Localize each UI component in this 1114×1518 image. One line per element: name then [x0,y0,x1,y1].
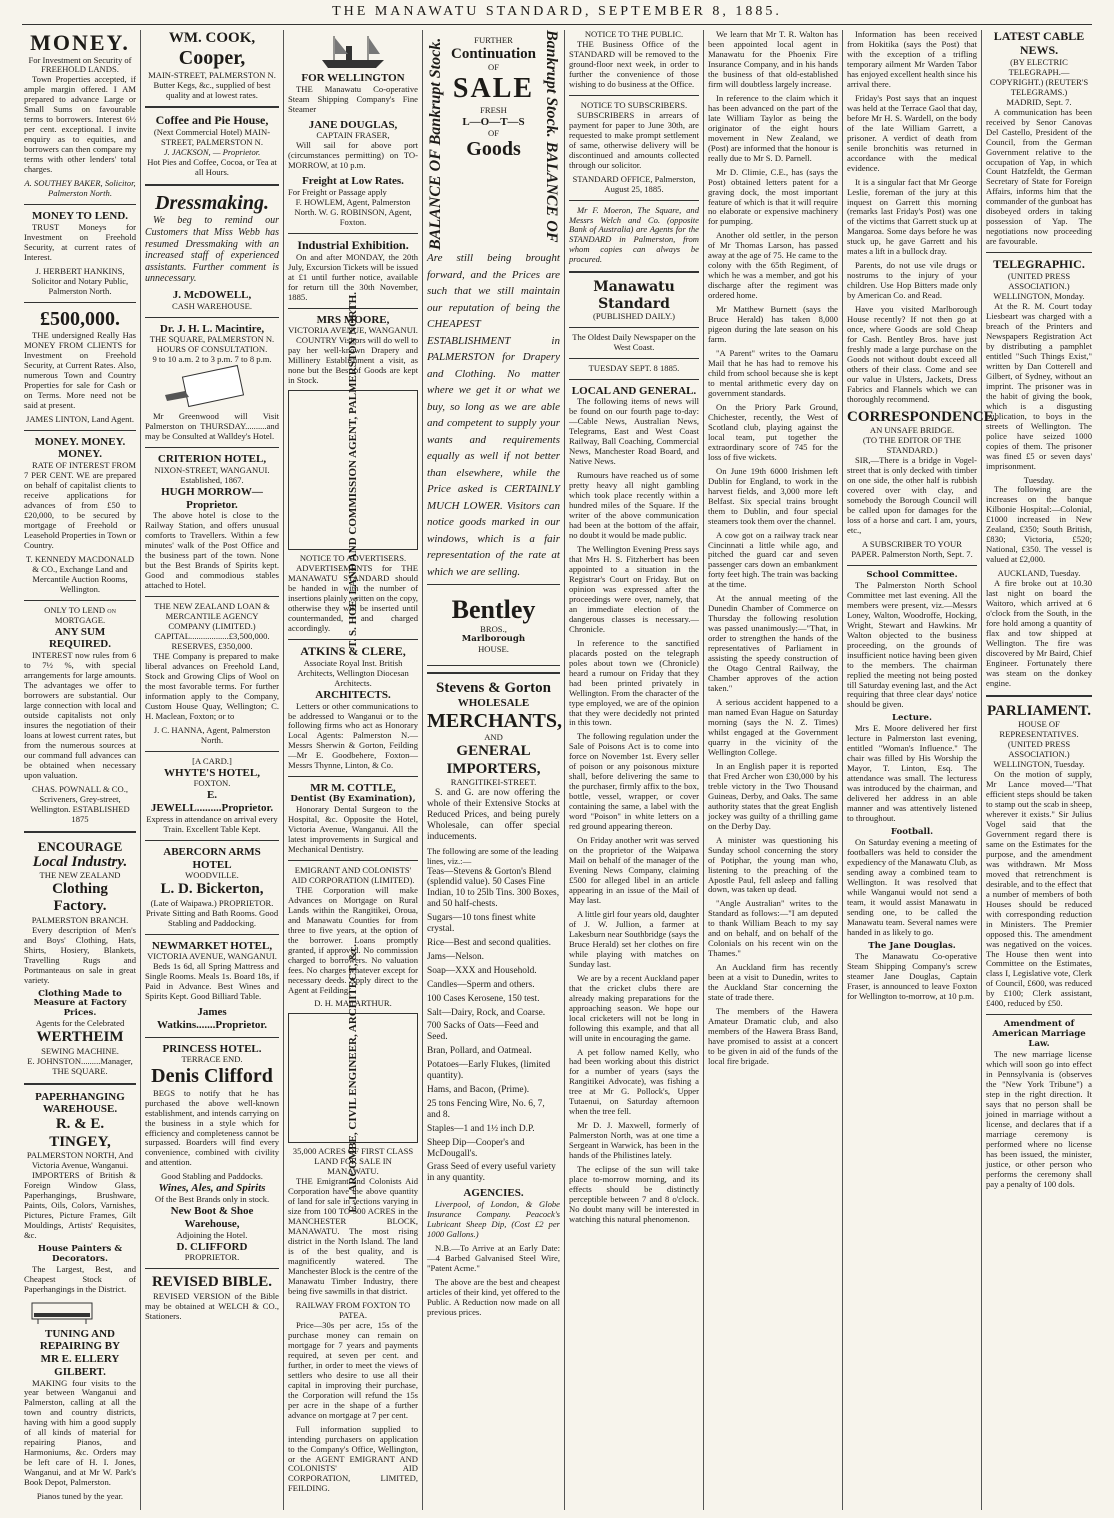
local-news-paragraphs [569,397,699,1225]
coffee-heading: Coffee and Pie House, [155,113,269,128]
jane-heading: JANE DOUGLAS, [308,118,398,131]
american-text: The new marriage license which will soon go into effect in Pennsylvania is (observes the "New York Tribune") a step in the right direction. It says that no person shall be joined in marriage without a license, and declares that if a marriage ceremony is performed where no license has been issued, the minister, justice, or other person who performs the ceremony shall pay a penalty of 100 dols. [986,1049,1092,1189]
house-text: HOUSE. [478,644,509,655]
marlborough-heading: Marlborough [461,634,526,645]
railway-heading: RAILWAY FROM FOXTON TO PATEA. [295,1299,411,1320]
news-paragraph: A pet follow named Kelly, who had been working about this district for a number of years (says the Rangitikei Advocate), was fishing a tree at Mr G. Pollock's, Upper Tutaenui, on Saturday afternoon when the tree fell. [569,1046,699,1117]
column-divider [140,30,141,1510]
rule [569,95,699,96]
acres-text: THE Emigrant and Colonists Aid Corporation have the above quantity of land for sale in sections varying in size from 100 TO 500 ACRES in the MANCHESTER BLOCK, MANAWATU. The most rising district in the North Island. The land is of the best quality, and is magnificently watered. The Manchester Block is the centre of the Manawatu Timber Industry, there being five sawmills in that district. [288,1176,418,1296]
issue-date: TUESDAY SEPT. 8 1885. [588,362,680,373]
sale-block [427,30,560,250]
bible-text: REVISED VERSION of the Bible may be obtained at WELCH & CO., Stationers. [145,1290,279,1321]
cottle-heading: MR M. COTTLE, [310,782,396,795]
clothing-factory-heading: Clothing Factory. [52,880,108,915]
news-paragraph: "Angle Australian" writes to the Standard as follows:—"I am deputed to thank William Beach to my say and on behalf, and on behalf of the Colonials on his recent win on the Thames." [708,898,838,959]
news-paragraph: It is a singular fact that Mr George Leslie, foreman of the jury at this inquest on Garrett this morning (remarks last Friday's Post) was one of the victims that Garrett stuck up at Mangaroa. Some days before he was stuck up, he gave Garrett and his mates a lift in a bullock dray. [847,176,977,257]
list-item: Bran, Pollard, and Oatmeal. [427,1046,532,1057]
madrid-text: A communication has been received by Senor Canovas Del Castello, President of the Council, from the German Government relative to the occupation of Yap, in which Count Hatzfeldt, the German Secretary of State for Foreign Affairs, informs him that the commander of the gunboat has disobeyed orders in taking possession of Yap. The negotiations now proceeding are favourable. [986,106,1092,247]
rule [847,565,977,566]
rule [24,430,136,431]
column-divider [564,30,565,1510]
tuning-heading: TUNING AND REPAIRING BY [39,1327,121,1353]
rule [569,379,699,380]
general-heading: GENERAL IMPORTERS, [446,743,541,777]
agents-text: Agents for the Celebrated [35,1018,125,1029]
captain-text: CAPTAIN FRASER, [316,130,390,141]
news-paragraph: Parents, do not use vile drugs or nostrums to the injury of your children. Use Hop Bitters made only by American Co. and Read. [847,260,977,301]
wertheim-heading: WERTHEIM [36,1029,124,1046]
agent-bottom-text: Full information supplied to intending purchasers on application to the Company's Office, Wellington, or the AGENT EMIGRANT AND COLONISTS' AID CORPORATION, LIMITED, FEILDING. [288,1423,418,1494]
stabling-text: Good Stabling and Paddocks. [161,1171,263,1182]
freight-text: For Freight or Passage apply [288,187,387,198]
news-paragraph: The following items of news will be found on our fourth page to-day:—Cable News, Australian News, Telegrams, East and West Coast Railway, Ball Coaching, Commercial News, Manchester Road Board, and Native News. [569,396,699,467]
rule [569,358,699,359]
lend-text: TRUST Moneys for Investment on Freehold Security, at current rates of Interest. [24,221,136,262]
whyte-heading: WHYTE'S HOTEL, [164,766,260,779]
sale-text: Are still being brought forward, and the Prices are such that we still maintain our reputation of being the CHEAPEST ESTABLISHMENT in PALMERSTON for Drapery and Clothing. No matter where we get it or what we buy, so long as we are able and competent to supply your wants and requirements equally as well if not better than elsewhere, while the Price asked is CERTAINLY MUCH LOWER. Visitors can notice goods marked in our windows, which is a fair representation of the rate at which we are selling. [427,252,560,578]
masthead-rule [22,24,1092,25]
mortgage-heading: ONLY TO LEND on MORTGAGE. [44,604,116,625]
news-paragraph: Rumours have reached us of some pretty heavy all night gambling which took place recently within a hundred miles of the Square. If the writer of the above communication had been at the bottom of the affair, no doubt it would be made public. [569,470,699,541]
jackson-heading: J. JACKSON, — Proprietor. [163,147,261,158]
merchants-heading: MERCHANTS, [427,710,563,733]
rule [569,271,699,273]
exhibition-text: On and after MONDAY, the 20th July, Excursion Tickets will be issued at £1 until further notice, available for return till the 30th November, 1885. [288,251,418,302]
shipping-agents: F. HOWLEM, Agent, Palmerston North. W. G. ROBINSON, Agent, Foxton. [294,197,412,227]
branch-text: Every description of Men's and Boys' Clothing, Hats, Shirts, Hosiery, Blankets, Travelling Rugs and Portmanteaus on sale in great variety. [24,924,136,985]
tingey-address: PALMERSTON NORTH, And Victoria Avenue, Wanganui. [26,1149,134,1170]
news-paragraph: We are by a recent Auckland paper that the cricket clubs there are already making preparations for the approaching season. We hope our local cricketers will not be long in following this example, and that all will unite in encouraging the game. [569,972,699,1043]
woodville-heading: WOODVILLE. [185,870,239,881]
madrid-dateline: MADRID, Sept. 7. [1006,96,1072,107]
moore-text: COUNTRY Visitors will do well to pay her well-known Drapery and Millinery Establishment a visit, as none but the Best of Goods are kept in Stock. [288,335,418,386]
boot-subheading: Adjoining the Hotel. [176,1229,248,1240]
card-text: Mr Greenwood will Visit Palmerston on THURSDAY..........and may be Consulted at Walldey's Hotel. [145,411,279,442]
oldest-text: The Oldest Daily Newspaper on the West Coast. [572,331,696,352]
telegraphic-text-3: A fire broke out at 10.30 last night on board the Waitoro, which arrived at 6 o'clock from the South, in the fore hold among a quantity of flax and tow shipped at Wellington. The fire was discovered by Mr Baird, Chief Engineer. Fortunately there was steam on the donkey engine. [986,578,1092,688]
rule [569,200,699,201]
capital-text: CAPITAL..................£3,500,000. RESERVES, £350,000. [154,631,270,652]
newmarket-heading: NEWMARKET HOTEL, [151,939,273,952]
list-intro: The following are some of the leading lines, viz.:— [427,845,559,866]
lecture-text: Mrs E. Moore delivered her first lecture in Palmerston last evening, entitled "Woman's Influence." The chair was filled by His Worship the Mayor, T. Linton, Esq. The attendance was small. The lecturess was introduced by the chairman, and delivered her address in an able manner and was attentively listened to throughout. [847,723,977,824]
foxton-heading: FOXTON. [193,778,231,789]
news-paragraphs [708,30,838,1067]
tingey-text: IMPORTERS of British & Foreign Window Glass, Paperhangings, Brushware, Paints, Oils, Colors, Varnishes, Pictures, Picture Frames, Gilt Mouldings, Artists' Requisites, &c. [24,1169,136,1240]
bickerton-text: Private Sitting and Bath Rooms. Good Stabling and Paddocking. [145,907,279,928]
measure-heading: Clothing Made to Measure at Factory Prices. [33,988,127,1019]
card-heading: [A CARD.] [192,755,232,766]
cable-subheading: (BY ELECTRIC TELEGRAPH.—COPYRIGHT.) (REUTER'S TELEGRAMS.) [989,56,1089,97]
of-text: OF [488,62,499,73]
bridge-heading: AN UNSAFE BRIDGE. [869,425,955,436]
closing-text: The above are the best and cheapest articles of their kind, yet offered to the Public. A Reduction now made on all previous prices. [427,1276,560,1317]
rule [145,751,279,752]
wellington-heading: FOR WELLINGTON [301,72,405,84]
stevens-heading: Stevens & Gorton [436,680,551,697]
rule [145,106,279,108]
hanna-signature: J. C. HANNA, Agent, Palmerston North. [153,724,271,745]
news-paragraph: A minister was questioning his Sunday school concerning the story of Potiphar, the young man who, listening to the preaching of the Apostle Paul, fell asleep and falling down, was taken up dead. [708,834,838,895]
atkins-heading: ATKINS & CLERE, [300,643,406,658]
list-item: 700 Sacks of Oats—Feed and Seed. [427,1021,539,1043]
notice-subscribers-heading: NOTICE TO SUBSCRIBERS. [580,99,688,110]
published-text: (PUBLISHED DAILY.) [592,310,676,321]
lots-text: L—O—T—S [462,115,525,128]
ship-text: THE Manawatu Co-operative Steam Shipping Company's Fine Steamer [288,83,418,114]
moore-heading: MRS MOORE, [316,313,390,326]
macintire-heading: Dr. J. H. L. Macintire, [159,322,265,335]
rule [427,672,560,674]
telegraphic-text-2: The following are the increases on the banque Kilbonie Hospital:—Colonial, £1000 increased in New Zealand, £350; South British, £830; Victoria, £520; National, £350. The vessel is valued at £2,000. [986,484,1092,565]
wines-subheading: Of the Best Brands only in stock. [154,1194,270,1205]
bros-text: BROS., [480,624,507,635]
news-paragraph: On June 19th 6000 Irishmen left Dublin for England, to work in the harvest fields, and 3,000 more left Belfast. Six special trains brought them to Dublin, and four special steamers took them over the channel. [708,465,838,526]
paperhanging-heading: PAPERHANGING WAREHOUSE. [35,1090,125,1116]
column-divider [283,30,284,1510]
bickerton-subheading: (Late of Waipawa.) PROPRIETOR. [150,897,274,908]
clifford-text: BEGS to notify that he has purchased the above well-known establishment, and intends carrying on the business in a style which for efficiency and completeness cannot be surpassed. Boarders will find every convenience, combined with civility and attention. [145,1087,279,1168]
mcdowell-heading: J. McDOWELL, [172,288,252,301]
column-7 [847,29,998,1512]
of2-text: OF [488,127,499,138]
news-paragraph: Mr D. Climie, C.E., has (says the Post) obtained letters patent for a graving dock, the most important feature of which is that it will require no elaborate or expensive machinery for pumping. [708,166,838,227]
lecture-heading: Lecture. [892,713,932,724]
rule [986,1014,1092,1015]
money-money-text: RATE OF INTEREST FROM 7 PER CENT. WE are prepared on behalf of capitalist clients to receive applications for advances of from £50 to £20,000, to be secured by mortgage of Freehold or Leasehold Properties in Town or Country. [24,460,136,550]
exhibition-heading: Industrial Exhibition. [297,237,409,252]
parliament-heading: PARLIAMENT. [986,702,1092,719]
railway-text: Price—30s per acre, 15s of the purchase money can remain on mortgage for 7 years and payments required, at seven per cent. and further, in order to meet the views of settlers who desire to use all their capital in improving their purchase, the Corporation will refund the 15s per acre in the shape of a further advance on mortgage at 7 per cent. [288,1319,418,1420]
news-paragraph: A serious accident happened to a man named Evan Hague on Saturday morning (says the N. Z. Times) whilst engaged at the Government quarry in the vicinity of the Wellington College. [708,697,838,757]
news-paragraph: Mr Matthew Burnett (says the Bruce Herald) has taken 8,000 pigeon during the late season on his farm. [708,304,838,345]
decorators-text: The Largest, Best, and Cheapest Stock of Paperhangings in the District. [24,1263,136,1294]
bentley-heading: Bentley [451,595,536,624]
news-paragraph: Have you visited Marlborough House recently? If not then go at once, where Goods are sold Cheap for Cash. Bentley Bros. have just freshly made a large purchase on the Goods not without doubt exceed all others of their class. Come and see our value in Ulsters, Jackets, Dress Fabrics and Flannels which we can thoroughly recommend. [847,304,977,404]
sg-text: S. and G. are now offering the whole of their Extensive Stocks at Reduced Prices, and being purely Wholesale, can offer special inducements. [427,788,560,842]
news-paragraph: "A Parent" writes to the Oamaru Mail that he has had to remove his child from school because she is kept to mental arithmetic every day on government standards. [708,348,838,398]
further-text: FURTHER [474,35,513,45]
newmarket-text: Beds 1s 6d, all Spring Mattress and Single Rooms. Meals 1s. Board 18s, if Paid in Advance. Best Wines and Spirits Kept. Good Billiard Table. [145,961,279,1002]
news-paragraph: An Auckland firm has recently been at a visit to Dunedin, writes to the Auckland Star concerning the state of trade there. [708,962,838,1003]
paper-title: Manawatu Standard [593,279,675,312]
hoe-stamp-text: T. S. HOE, LAND AND COMMISSION AGENT, PALMERSTON NORTH. [346,292,359,649]
column-6 [708,30,838,1512]
advertisers-heading: NOTICE TO ADVERTISERS. [299,553,407,564]
news-paragraph: The members of the Hawera Amateur Dramatic club, and also members of the Hawera Brass Band, have promised to assist at a concert to be given in aid of the funds of the local fire brigade. [708,1006,838,1066]
column-2 [145,30,279,1512]
jane-douglas-text: The Manawatu Co-operative Steam Shipping Company's screw steamer Jane Douglas, Captain Fraser, is announced to leave Foxton for Wellington to-morrow, at 10 p.m. [847,950,977,1001]
list-item: Teas—Stevens & Gorton's Blend (splendid value). 50 Cases Fine Indian, 10 to 25lb Tins. 300 Boxes, and 50 half-chests. [427,866,560,910]
agencies-text: Liverpool, of London, & Globe Insurance Company. Peacock's Lubricant Sheep Dip, (Cost £2 per 1000 Gallons.) [427,1198,560,1239]
news-paragraph: In reference to the claim which it has been advanced on the part of the late William Taylor as being the originator of the eight hours movement in New Zealand, we (Post) are informed that the honour is really due to Mr S. D. Parnell. [708,92,838,163]
column-8 [986,30,1092,1512]
dressmaking-text: We beg to remind our Customers that Miss Webb has resumed Dressmaking with an increased staff of experienced assistants. Further comment is unnecessary. [145,215,279,285]
lend-signature: J. HERBERT HANKINS, Solicitor and Notary Public, Palmerston North. [31,265,129,296]
rule [986,252,1092,253]
coffee-subheading: (Next Commercial Hotel) MAIN-STREET, PALMERSTON N. [153,127,271,148]
item-list [427,867,560,1185]
rule [145,184,279,186]
dentist-heading: Dentist (By Examination), [290,794,416,805]
local-industry-heading: Local Industry. [32,853,128,870]
news-paragraph: In an English paper it is reported that Fred Archer won £30,000 by his treble victory in the Two Thousand Guineas, Derby, and Oaks. The same authority states that the great English jockey was guilty of a thrilling game on the Derby Day. [708,760,838,831]
piano-icon [24,1299,136,1325]
list-item: Grass Seed of every useful variety in any quantity. [427,1162,556,1184]
bankrupt-stock-right: Bankrupt Stock. BALANCE OF [543,30,560,243]
cooper-heading: Cooper, [178,47,246,70]
emigrant-text: THE Corporation will make Advances on Mortgage on Rural Lands within the Rangitikei, Oroua, and Manawatu Counties for from three to five years, at the option of the borrower. Loans promptly granted, if approved. No commission charged to borrowers. No valuation fees. No charges whatever except for necessary deeds. Apply direct to the Agent at Feilding, [288,884,418,995]
rule [288,776,418,777]
rule [24,600,136,601]
jewell-heading: E. JEWELL.........Proprietor. [150,789,274,815]
standard-office: STANDARD OFFICE, Palmerston, August 25, 1885. [572,173,696,194]
agencies-heading: AGENCIES. [463,1187,524,1200]
branch-heading: PALMERSTON BRANCH. [31,914,129,925]
rule [145,1037,279,1038]
moore-address: VICTORIA AVENUE, WANGANUI. [288,325,418,336]
whyte-text: Express in attendance on arrival every Train. Excellent Table Kept. [146,813,278,834]
cook-text: Butter Kegs, &c., supplied of best quality and at lowest rates. [153,79,271,100]
cottle-text: Honorary Dental Surgeon to the Hospital, &c. Opposite the Hotel, Victoria Avenue, Wanganui. All the latest improvements in Surgical and Mechanical Dentistry. [288,804,418,854]
atkins-subheading: Associate Royal Inst. British Architects, Wellington Diocesan Architects. [297,657,409,688]
morrow-heading: HUGH MORROW—Proprietor. [161,485,263,511]
list-item: Candles—Sperm and others. [427,979,535,990]
rule [145,317,279,318]
list-item: Sheep Dip—Cooper's and McDougall's. [427,1137,525,1159]
wines-heading: Wines, Ales, and Spirits [158,1182,266,1195]
rule [24,302,136,303]
advertisers-text: ADVERTISEMENTS for THE MANAWATU STANDARD should be handed in with the number of insertions plainly written on the copy, otherwise they will be inserted until countermanded, and charged accordingly. [288,563,418,633]
boot-heading: New Boot & Shoe Warehouse, [170,1205,254,1230]
acres-heading: 35,000 ACRES OF FIRST CLASS LAND FOR SALE IN MANAWATU. [292,1146,414,1177]
column-4 [427,30,563,1512]
architects-heading: ARCHITECTS. [315,688,391,701]
decorators-heading: House Painters & Decorators. [37,1243,123,1264]
cable-heading: LATEST CABLE NEWS. [993,29,1085,57]
telegraphic-subheading: (UNITED PRESS ASSOCIATION.) [1007,271,1071,292]
list-item: Soap—XXX and Household. [427,965,537,976]
local-general-heading: LOCAL AND GENERAL. [571,384,697,397]
list-item: Jams—Nelson. [427,951,485,962]
abercorn-heading: ABERCORN ARMS HOTEL [163,845,261,871]
list-item: Hams, and Bacon, (Prime). [427,1084,530,1095]
bickerton-heading: L. D. Bickerton, [160,881,264,898]
column-divider [422,30,423,1510]
bridge-to: (TO THE EDITOR OF THE STANDARD.) [862,435,962,456]
column-divider [842,30,843,1510]
gilbert-text: MAKING four visits to the year between Wanganui and Palmerston, calling at all the town and country districts, having with him a good supply of all kinds of material for repairing Pianos, and Harmoniums, &c. Orders may be left care of H. I. Jones, Wanganui, and at Mr W. Park's Book Depot, Palmerston. [24,1377,136,1488]
school-heading: School Committee. [866,569,958,580]
any-sum-text: INTEREST now rules from 6 to 7½ %, with special arrangements for large amounts. The advantages we offer to borrowers are substantial. Our large connection with local and outside capitalists not only insures the negotiation of their loans at lowest current rates, but from the numerous sources at our command full advances can be obtained when necessary upon valuation. [24,650,136,780]
rule [24,204,136,205]
any-sum-heading: ANY SUM REQUIRED. [48,625,112,651]
rule [986,695,1092,697]
watkins-heading: James Watkins.......Proprietor. [156,1006,267,1031]
bridge-text: SIR,—There is a bridge in Vogel-street that is only decked with timber on one side, the other half is rubbish covered over with clay, and somebody the Borough Council will be called upon for damages for the loss of a horse and cart. I am, yours, etc., [847,455,977,535]
telegraphic-heading: TELEGRAPHIC. [993,257,1085,272]
wholesale-heading: WHOLESALE [457,697,530,710]
terrace-heading: TERRACE END. [181,1054,243,1065]
dclifford-heading: D. CLIFFORD [176,1240,248,1253]
nz-heading: THE NEW ZEALAND [39,869,121,880]
princess-heading: PRINCESS HOTEL. [162,1042,262,1055]
bankrupt-stock-left: BALANCE OF Bankrupt Stock. [427,37,444,250]
list-item: 25 tons Fencing Wire, No. 6, 7, and 8. [427,1098,545,1120]
list-item: 100 Cases Kerosene, 150 test. [427,993,540,1004]
list-item: Sugars—10 tons finest white crystal. [427,913,536,935]
rule [145,934,279,935]
rule [288,860,418,861]
hand-card-icon [145,365,279,409]
sale-heading: SALE [452,73,535,105]
jane-douglas-heading: The Jane Douglas. [868,940,956,951]
continuation-text: Continuation [450,45,537,62]
hours-heading: HOURS OF CONSULTATION. [156,344,268,355]
coffee-text: Hot Pies and Coffee, Cocoa, or Tea at all Hours. [147,157,277,178]
parliament-text: On the motion of supply, Mr Lance moved—"That efficient steps should be taken to stamp out the scab in sheep, wherever it exists." Sir Julius Vogel said that the Government regard there is same on the Estimates for the purpose, and the amendment was withdrawn. Mr Moss moved that retrenchment is desirable, and to the effect that a number of members of both Houses should be reduced with corresponding reduction in Ministers. The Premier opposed this. The amendment was negatived on the voices. The House then went into Committee on the Estimates, class I, Legislative vote, Clerk of Council, £600, was reduced by £100; Clerk assistant, £400, reduced by £50. [986,769,1092,1009]
cook-heading: WM. COOK, [168,30,256,46]
sewing-heading: SEWING MACHINE. [41,1045,119,1056]
agents-note: Mr F. Moeron, The Square, and Messrs Welch and Co. (opposite Bank of Australia) are Agents for the STANDARD in Palmerston, from whom copies can always be procured. [569,204,699,265]
tuesday-dateline: Tuesday. [1023,474,1055,485]
and-text: AND [484,732,503,743]
rule [24,831,136,833]
dressmaking-heading: Dressmaking. [155,192,269,215]
bible-heading: REVISED BIBLE. [151,1274,273,1291]
news-paragraph: At the annual meeting of the Dunedin Chamber of Commerce on Thursday the following resolution was passed unanimously:—"That, in order to strengthen the hands of the representatives of Parliament in assisting the speedy construction of the Otago Central Railway, the Chamber approves of the action taken." [708,593,838,694]
macarthur-signature: D. H. MACARTHUR. [314,998,392,1009]
fresh-text: FRESH [480,104,507,115]
encourage-heading: ENCOURAGE [37,838,123,854]
list-item: Potatoes—Early Flukes, (limited quantity). [427,1060,551,1082]
column-1 [24,30,136,1512]
gilbert-heading: MR E. ELLERY GILBERT. [40,1353,120,1378]
tingey-heading: R. & E. TINGEY, [49,1116,111,1150]
rule [145,1268,279,1269]
dclifford-subheading: PROPRIETOR. [184,1252,240,1263]
criterion-text: The above hotel is close to the Railway Station, and offers unusual comforts to Travellers. Within a few minutes' walk of the Post Office and the business part of the town. None but the Best Brands of Spirits kept. Good and commodious stables attached to Hotel. [145,510,279,591]
money-subheading: For Investment on Security of FREEHOLD LANDS. [28,54,132,75]
notice-public-heading: NOTICE TO THE PUBLIC. [584,29,684,39]
house-heading: HOUSE OF REPRESENTATIVES. [999,719,1079,740]
cook-address: MAIN-STREET, PALMERSTON N. [148,69,276,80]
correspondence-heading: CORRESPONDENCE. [847,408,998,425]
money-signature: A. SOUTHEY BAKER, Solicitor, Palmerston North. [24,178,136,199]
news-paragraph: The Wellington Evening Press says that Mrs H. S. Fitzherbert has been appointed to a situation in the Registrar's Court on Friday. But on opinion was expressed after the proceedings were over, namely, that an immediate election of the dangerous classes is necessary.—Chronicle. [569,544,699,634]
football-heading: Football. [890,827,934,838]
news-paragraph: Another old settler, in the person of Mr Thomas Larson, has passed away at the age of 75. He came to the colony with the 65th Regiment, of which he was a member, and got his discharge after the regiment was ordered home. [708,230,838,301]
tuned-text: Pianos tuned by the year. [36,1491,124,1502]
wellington-monday-dateline: WELLINGTON, Monday. [993,291,1085,302]
freight-heading: Freight at Low Rates. [302,175,404,188]
jane-text: Will sail for above port (circumstances permitting) on TO-MORROW, at 10 p.m. [288,140,418,171]
larcombe-text: E. LARCOMBE, CIVIL ENGINEER, ARCHITECT, &c. [346,944,359,1213]
mcdowell-subheading: CASH WAREHOUSE. [171,300,253,311]
list-item: Salt—Dairy, Rock, and Coarse. [427,1007,546,1018]
emigrant-heading: EMIGRANT AND COLONISTS' AID CORPORATION (LIMITED). [291,864,415,885]
criterion-address: NIXON-STREET, WANGANUI. Established, 1867. [154,464,270,485]
football-text: On Saturday evening a meeting of footballers was held to consider the expediency of the Manawatu Club, as sending away a combined team to Wellington. It was resolved that while Wanganui would not send a team, it would assist Manawatu in sending one, to be called the Manawatu team. Several names were handed in as likely to go. [847,837,977,937]
notice-public-text: THE Business Office of the STANDARD will be removed to the ground-floor next week, in order to further the convenience of those wishing to do business at the Office. [569,38,699,89]
news-paragraph: Mr D. J. Maxwell, formerly of Palmerston North, was at one time a Sergeant in Warwick, has been in the hands of the Philistines lately. [569,1120,699,1161]
news-paragraph: Friday's Post says that an inquest was held at the Terrace Gaol that day, before Mr H. S. Wardell, on the body of the late William Garrett, a prisoner. A verdict of death from senile bronchitis was returned in accordance with the medical evidence. [847,92,977,173]
house-subheading: (UNITED PRESS ASSOCIATION.) [1007,739,1071,760]
money-money-heading: MONEY. MONEY. MONEY. [34,435,126,461]
money-text: Town Properties accepted, if ample margin offered. I AM prepared to advance Large or Small Sums on favourable terms to borrowers. Interest 6½ per cent. exceptional. I invite enquiry as to equities, and borrowers can then compare my terms with other lenders' total charges. [24,74,136,175]
news-paragraph: In reference to the sanctified placards posted on the telegraph poles about town we (Chronicle) heard a rumour on Friday that they had been printed privately in Wellington. From the character of the type employed, we are of the opinion that they were decidedly not printed in this town. [569,637,699,728]
money-heading: MONEY. [30,30,130,55]
clients-text: THE undersigned Really Has MONEY FROM CLIENTS for Investment on Freehold Security, at Current Rates. Also, numerous Town and Country Properties for sale for Cash or on Terms. More need not be said at present. [24,329,136,410]
macintire-address: THE SQUARE, PALMERSTON N. [149,334,275,345]
rule [288,233,418,234]
list-item: Rice—Best and second qualities. [427,938,551,949]
steamship-icon [318,32,388,70]
american-heading: Amendment of American Marriage Law. [992,1019,1086,1050]
rule [145,840,279,841]
goods-heading: Goods [466,138,521,161]
telegraphic-text-1: At the R. M. Court today Liesbeart was charged with a breach of the Printers and Newspapers Registration Act by distributing a pamphlet entitled "Such Things Exist," written by Dan Cotterell and Gilbert, of Sydney, without an imprint. The prisoner was in the habit of giving the book, which is a disgusting publication, to boys in the streets of Wellington. The police have seized 1000 copies of them. The prisoner was fined £5 or seven days' imprisonment. [986,301,1092,471]
criterion-heading: CRITERION HOTEL, [157,453,267,466]
nzloan-heading: THE NEW ZEALAND LOAN & MERCANTILE AGENCY COMPANY (LIMITED.) [154,601,270,632]
column-5 [569,30,699,1512]
nb-text: N.B.—To Arrive at an Early Date:—4 Barbed Galvanised Steel Wire, "Patent Acme." [427,1242,560,1273]
news-paragraph: On Friday another writ was served on the proprietor of the Waipawa Mail on behalf of the manager of the Evening News Company, claiming £500 for alleged libel in an article appearing in an issue of the Mail of May last. [569,835,699,905]
news-paragraph: We learn that Mr T. R. Walton has been appointed local agent in Manawatu for the Phoenix Fire Insurance Company, and in his hands the business of that old-established firm will doubtless largely increase. [708,29,838,89]
wellington-tuesday-dateline: WELLINGTON, Tuesday. [993,759,1085,770]
nzloan-text: THE Company is prepared to make liberal advances on Freehold Land, Stock and Growing Clips of Wool on the most favorable terms. For further information apply to the Company, Custom House Quay, Wellington; C. H. Maclean, Foxton; or to [145,651,279,721]
bridge-signature: A SUBSCRIBER TO YOUR PAPER. Palmerston North, Sept. 7. [851,538,973,559]
clifford-heading: Denis Clifford [151,1065,273,1088]
column-divider [703,30,704,1510]
lend-heading: MONEY TO LEND. [31,210,129,223]
rule [24,1083,136,1085]
rule [569,327,699,328]
news-paragraph: A cow got on a railway track near Cincinnati a little while ago, and pitched the guard car and seven passenger cars down an embankment forty feet high. The train was backing at the time. [708,529,838,590]
amount-heading: £500,000. [40,307,120,330]
rule [145,596,279,597]
newmarket-address: VICTORIA AVENUE, WANGANUI. [147,951,277,962]
linton-signature: JAMES LINTON, Land Agent. [26,413,134,424]
news-paragraph: Information has been received from Hokitika (says the Post) that with the exception of a trifling temporary ailment Mr Warden Tabor has enjoyed excellent health since his arrival there. [847,29,977,89]
johnston-signature: E. JOHNSTON.........Manager, THE SQUARE. [27,1055,133,1076]
street-text: RANGITIKEI-STREET. [450,777,537,788]
pownall-signature: CHAS. POWNALL & CO., Scriveners, Grey-street, Wellington. ESTABLISHED 1875 [30,783,130,824]
column-3 [288,30,418,1512]
news-paragraphs [847,30,977,405]
list-item: Staples—1 and 1½ inch D.P. [427,1123,535,1134]
notice-subscribers-text: SUBSCRIBERS in arrears of payment for paper to June 30th, are requested to make prompt settlement of same, otherwise delivery will be discontinued and amounts collected through our solicitor. [569,109,699,170]
auckland-dateline: AUCKLAND, Tuesday. [997,568,1081,579]
news-paragraph: A little girl four years old, daughter of J. W. Jullion, a farmer at Lakesburn near Southbridge (says the Bruce Herald) set her clothes on fire while playing with matches on Sunday last. [569,908,699,969]
school-text: The Palmerston North School Committee met last evening. All the members were present, viz.—Messrs Loney, Walton, Woodroffe, Hocking, Wright, Stewart and Hawkins. Mr Walton objected to the business proceeding, on the grounds of insufficient notice having been given to the members. The chairman replied the meeting not being posted till Saturday evening last, and the Act requiring that three clear days' notice should be given. [847,579,977,710]
kennedy-signature: T. KENNEDY MACDONALD & CO., Exchange Land and Mercantile Auction Rooms, Wellington. [25,553,135,594]
bentley-block [427,584,560,666]
rule [145,447,279,448]
hours-text: 9 to 10 a.m. 2 to 3 p.m. 7 to 8 p.m. [152,354,272,365]
news-paragraph: On the Priory Park Ground, Chichester, recently, the West of Scotland club, playing against the local team, put together the extraordinary score of 745 for the loss of five wickets. [708,401,838,462]
atkins-text: Letters or other communications to be addressed to Wanganui or to the following firms who act as Honorary Local Agents: Palmerston N.—Messrs Sherwin & Gorton, Feilding—Mr E. Goodbehere, Foxton—Messrs Thynne, Linton, & Co. [288,700,418,771]
news-paragraph: The following regulation under the Sale of Poisons Act is to come into force on November 1st. Every seller of poison or any poisonous mixture shall, before delivering the same to the purchaser, firmly affix to the box, bottle, vessel, wrapper, or cover containing the same, a label with the word "Poison" in white letters on a red ground appearing thereon. [569,731,699,832]
news-paragraph: The eclipse of the sun will take place to-morrow morning, and its effects should be distinctly perceptible between 7 and 8 o'clock. No doubt many will be interested in watching this natural phenomenon. [569,1164,699,1224]
column-divider [981,30,982,1510]
masthead: THE MANAWATU STANDARD, SEPTEMBER 8, 1885. [332,4,782,19]
